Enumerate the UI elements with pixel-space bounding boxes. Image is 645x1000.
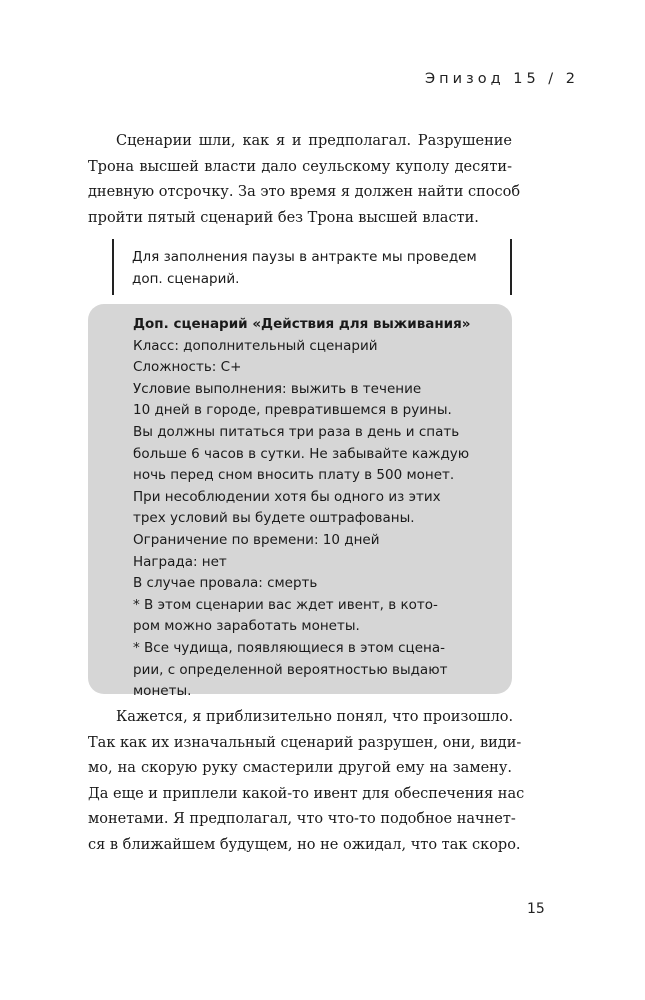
paragraph-2: [88, 705, 525, 859]
page-number: 15: [527, 901, 545, 917]
scenario-line: Класс: дополнительный сценарий: [133, 337, 378, 354]
notice-line: Для заполнения паузы в антракте мы проведем: [132, 249, 477, 265]
paragraph-line: Трона высшей власти дало сеульскому куполу десяти-: [88, 158, 512, 175]
paragraph-1: [88, 129, 521, 231]
scenario-line: рии, с определенной вероятностью выдают: [133, 661, 448, 678]
scenario-content: [133, 314, 493, 703]
notice-line: доп. сценарий.: [132, 270, 240, 287]
scenario-line: Условие выполнения: выжить в течение: [133, 380, 422, 397]
system-notice-text: [132, 247, 502, 290]
scenario-line: Награда: нет: [133, 553, 227, 570]
scenario-line: больше 6 часов в сутки. Не забывайте каждую: [133, 445, 470, 462]
scenario-line: ром можно заработать монеты.: [133, 618, 360, 635]
scenario-line: Сложность: C+: [133, 359, 242, 376]
paragraph-line: мо, на скорую руку смастерили другой ему на замену.: [88, 760, 512, 777]
scenario-line: монеты.: [133, 683, 192, 700]
paragraph-line: Да еще и приплели какой-то ивент для обеспечения нас: [88, 785, 525, 802]
paragraph-line: Сценарии шли, как я и предполагал. Разрушение: [116, 133, 512, 149]
system-notice: [112, 239, 512, 295]
scenario-line: При несоблюдении хотя бы одного из этих: [133, 488, 441, 505]
scenario-box: [88, 304, 512, 700]
scenario-line: 10 дней в городе, превратившемся в руины.: [133, 402, 452, 419]
running-head: Эпизод 15 / 2: [424, 71, 579, 87]
scenario-line: Ограничение по времени: 10 дней: [133, 531, 380, 548]
paragraph-line: монетами. Я предполагал, что что-то подобное начнет-: [88, 811, 516, 828]
scenario-line: Вы должны питаться три раза в день и спать: [133, 423, 460, 440]
paragraph-line: пройти пятый сценарий без Трона высшей власти.: [88, 209, 479, 226]
paragraph-line: дневную отсрочку. За это время я должен найти способ: [88, 184, 521, 201]
paragraph-line: ся в ближайшем будущем, но не ожидал, что так скоро.: [88, 836, 521, 853]
scenario-line: трех условий вы будете оштрафованы.: [133, 510, 415, 527]
scenario-line: * Все чудища, появляющиеся в этом сцена-: [133, 639, 446, 656]
scenario-line: ночь перед сном вносить плату в 500 монет.: [133, 467, 455, 484]
paragraph-line: Кажется, я приблизительно понял, что произошло.: [116, 709, 514, 725]
scenario-line: В случае провала: смерть: [133, 575, 318, 592]
scenario-line: * В этом сценарии вас ждет ивент, в кото-: [133, 596, 438, 613]
scenario-title: Доп. сценарий «Действия для выживания»: [133, 316, 471, 332]
paragraph-line: Так как их изначальный сценарий разрушен, они, види-: [88, 734, 522, 751]
